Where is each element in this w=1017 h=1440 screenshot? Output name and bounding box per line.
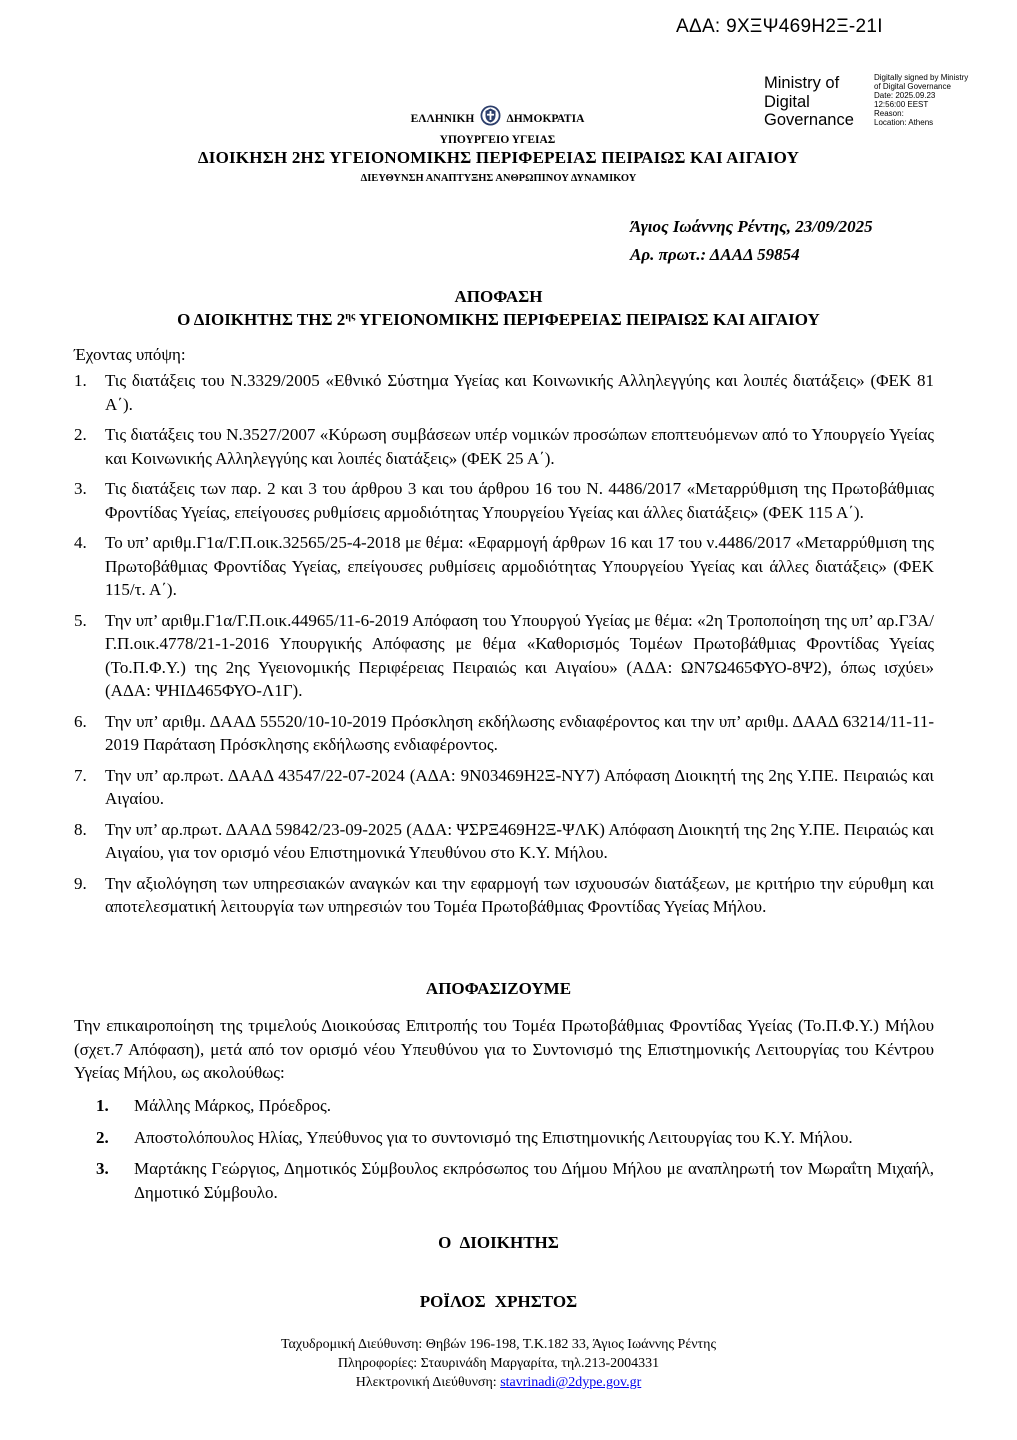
item-text: Την υπ’ αρ.πρωτ. ΔΑΑΔ 43547/22-07-2024 (ΑΔΑ: 9Ν03469Η2Ξ-ΝΥ7) Απόφαση Διοικητή της 2ης Υ.ΠΕ. Πειραιώς και Αιγαίου. (105, 765, 934, 808)
email-link[interactable]: stavrinadi@2dype.gov.gr (500, 1375, 642, 1390)
greek-emblem-icon (480, 105, 501, 126)
considering-intro: Έχοντας υπόψη: (74, 345, 186, 364)
consideration-item (74, 609, 934, 703)
ministry-name: ΥΠΟΥΡΓΕΙΟ ΥΓΕΙΑΣ (439, 134, 556, 146)
consideration-item (74, 369, 934, 416)
signer-title: Ο ΔΙΟΙΚΗΤΗΣ (438, 1233, 559, 1252)
protocol-number: Αρ. πρωτ.: ΔΑΑΔ 59854 (630, 245, 800, 264)
republic-line (360, 105, 635, 126)
committee-member (96, 1126, 934, 1150)
consideration-item (74, 531, 934, 602)
subtitle-sup: ης (345, 311, 356, 322)
item-number: 1. (74, 371, 87, 390)
item-number: 5. (74, 610, 87, 630)
signer-line: Digital (764, 92, 810, 111)
signature-detail-line: Location: Athens (874, 118, 934, 127)
item-text: Το υπ’ αριθμ.Γ1α/Γ.Π.οικ.32565/25-4-2018 με θέμα: «Εφαρμογή άρθρων 16 και 17 του ν.4486/2017 «Μεταρρύθμιση της Πρωτοβάθμιας Φροντίδας Υγείας, επείγουσες ρυθμίσεις αρμοδιότητας Υπουργείου Υγείας και άλλες διατάξεις» (ΦΕΚ 115/τ. Α΄). (105, 533, 934, 599)
item-text: Την υπ’ αριθμ. ΔΑΑΔ 55520/10-10-2019 Πρόσκληση εκδήλωσης ενδιαφέροντος και την υπ’ αριθμ. ΔΑΑΔ 63214/11-11-2019 Παράταση Πρόσκλησης εκδήλωσης ενδιαφέροντος. (105, 711, 934, 754)
consideration-item (74, 872, 934, 919)
item-text: Την υπ’ αρ.πρωτ. ΔΑΑΔ 59842/23-09-2025 (ΑΔΑ: ΨΣΡΞ469Η2Ξ-ΨΛΚ) Απόφαση Διοικητή της 2ης Υ.ΠΕ. Πειραιώς και Αιγαίου, για τον ορισμό νέου Επιστημονικά Υπευθύνου στο Κ.Υ. Μήλου. (105, 819, 934, 862)
item-text: Τις διατάξεις των παρ. 2 και 3 του άρθρου 3 και του άρθρου 16 του Ν. 4486/2017 «Μεταρρύθμιση της Πρωτοβάθμιας Φροντίδας Υγείας, επείγουσες ρυθμίσεις αρμοδιότητας Υπουργείου Υγείας και άλλες διατάξεις» (ΦΕΚ 115 Α΄). (105, 479, 934, 522)
footer-address: Ταχυδρομική Διεύθυνση: Θηβών 196-198, Τ.Κ.182 33, Άγιος Ιωάννης Ρέντης (280, 1337, 717, 1352)
member-text: Μάλλης Μάρκος, Πρόεδρος. (134, 1096, 332, 1115)
ada-number: ΑΔΑ: 9ΧΞΨ469Η2Ξ-21Ι (676, 16, 883, 37)
member-text: Αποστολόπουλος Ηλίας, Υπεύθυνος για το συντονισμό της Επιστημονικής Λειτουργίας του Κ.Υ. Μήλου. (134, 1127, 853, 1147)
member-text: Μαρτάκης Γεώργιος, Δημοτικός Σύμβουλος εκπρόσωπος του Δήμου Μήλου με αναπληρωτή τον Μωραΐτη Μιχαήλ, Δημοτικό Σύμβουλο. (134, 1159, 934, 1202)
committee-members-list (96, 1094, 934, 1212)
committee-member (96, 1094, 934, 1118)
member-number: 1. (96, 1096, 109, 1115)
consideration-item (74, 710, 934, 757)
item-number: 6. (74, 711, 87, 731)
place-date: Άγιος Ιωάννης Ρέντης, 23/09/2025 (630, 217, 873, 236)
signer-line: Governance (764, 111, 854, 129)
digital-signature-signer (764, 74, 854, 130)
signer-line: Ministry of (764, 74, 840, 92)
subtitle-post: ΥΓΕΙΟΝΟΜΙΚΗΣ ΠΕΡΙΦΕΡΕΙΑΣ ΠΕΙΡΑΙΩΣ ΚΑΙ ΑΙΓΑΙΟΥ (355, 310, 820, 329)
footer-contact (60, 1335, 937, 1392)
item-text: Την υπ’ αριθμ.Γ1α/Γ.Π.οικ.44965/11-6-2019 Απόφαση του Υπουργού Υγείας με θέμα: «2η Τροποποίηση της υπ’ αρ.Γ3Α/Γ.Π.οικ.4778/21-1-2016 Υπουργικής Απόφασης με θέμα «Καθορισμός Τομέων Πρωτοβάθμιας Φροντίδας Υγείας (Το.Π.Φ.Υ.) της 2ης Υγειονομικής Περιφέρειας Πειραιώς και Αιγαίου» (ΑΔΑ: ΩΝ7Ω465ΦΥΟ-8Ψ2), όπως ισχύει» (ΑΔΑ: ΨΗΙΔ465ΦΥΟ-Λ1Γ). (105, 610, 934, 700)
decision-subtitle (60, 310, 937, 330)
item-number: 3. (74, 479, 87, 498)
footer-info: Πληροφορίες: Σταυρινάδη Μαργαρίτα, τηλ.213-2004331 (337, 1356, 660, 1371)
republic-left: ΕΛΛΗΝΙΚΗ (410, 113, 475, 125)
item-number: 9. (74, 873, 87, 893)
consideration-item (74, 818, 934, 865)
decision-text: Την επικαιροποίηση της τριμελούς Διοικούσας Επιτροπής του Τομέα Πρωτοβάθμιας Φροντίδας Υγείας (Το.Π.Φ.Υ.) Μήλου (σχετ.7 Απόφαση), μετά από τον ορισμό νέου Υπευθύνου για το Συντονισμό της Επιστημονικής Λειτουργίας του Κέντρου Υγείας Μήλου, ως ακολούθως: (74, 1016, 934, 1082)
subtitle-pre: Ο ΔΙΟΙΚΗΤΗΣ ΤΗΣ 2 (177, 310, 346, 329)
signature-detail-line: Date: 2025.09.23 (874, 91, 936, 100)
signature-detail-line: of Digital Governance (874, 82, 951, 91)
signature-detail-line: Reason: (874, 109, 904, 118)
item-number: 2. (74, 425, 87, 444)
decision-title: ΑΠΟΦΑΣΗ (454, 287, 543, 306)
consideration-item (74, 764, 934, 811)
item-text: Τις διατάξεις του Ν.3527/2007 «Κύρωση συμβάσεων υπέρ νομικών προσώπων εποπτευόμενων από το Υπουργείο Υγείας και Κοινωνικής Αλληλεγγύης και λοιπές διατάξεις» (ΦΕΚ 25 Α΄). (105, 425, 934, 468)
member-number: 3. (96, 1159, 109, 1178)
consideration-item (74, 477, 934, 524)
considerations-list (74, 369, 934, 926)
footer-email-label: Ηλεκτρονική Διεύθυνση: (355, 1375, 501, 1390)
directorate-name: ΔΙΕΥΘΥΝΣΗ ΑΝΑΠΤΥΞΗΣ ΑΝΘΡΩΠΙΝΟΥ ΔΥΝΑΜΙΚΟΥ (360, 173, 637, 184)
item-number: 7. (74, 765, 87, 785)
authority-name: ΔΙΟΙΚΗΣΗ 2ΗΣ ΥΓΕΙΟΝΟΜΙΚΗΣ ΠΕΡΙΦΕΡΕΙΑΣ ΠΕΙΡΑΙΩΣ ΚΑΙ ΑΙΓΑΙΟΥ (197, 148, 800, 167)
item-text: Την αξιολόγηση των υπηρεσιακών αναγκών και την εφαρμογή των ισχυουσών διατάξεων, με κριτήριο την εύρυθμη και αποτελεσματική λειτουργία των υπηρεσιών του Τομέα Πρωτοβάθμιας Φροντίδας Υγείας Μήλου. (105, 873, 934, 916)
digital-signature-details (874, 73, 968, 127)
decide-heading: ΑΠΟΦΑΣΙΖΟΥΜΕ (425, 979, 572, 998)
footer-email-line (60, 1373, 937, 1392)
republic-right: ΔΗΜΟΚΡΑΤΙΑ (506, 113, 585, 125)
item-number: 4. (74, 533, 87, 552)
item-number: 8. (74, 819, 87, 839)
signature-detail-line: 12:56:00 EEST (874, 100, 929, 109)
committee-member (96, 1157, 934, 1204)
member-number: 2. (96, 1127, 109, 1147)
signature-detail-line: Digitally signed by Ministry (874, 73, 969, 82)
signer-name: ΡΟΪΛΟΣ ΧΡΗΣΤΟΣ (419, 1292, 578, 1311)
consideration-item (74, 423, 934, 470)
item-text: Τις διατάξεις του Ν.3329/2005 «Εθνικό Σύστημα Υγείας και Κοινωνικής Αλληλεγγύης και λοιπές διατάξεις» (ΦΕΚ 81 Α΄). (105, 371, 934, 414)
